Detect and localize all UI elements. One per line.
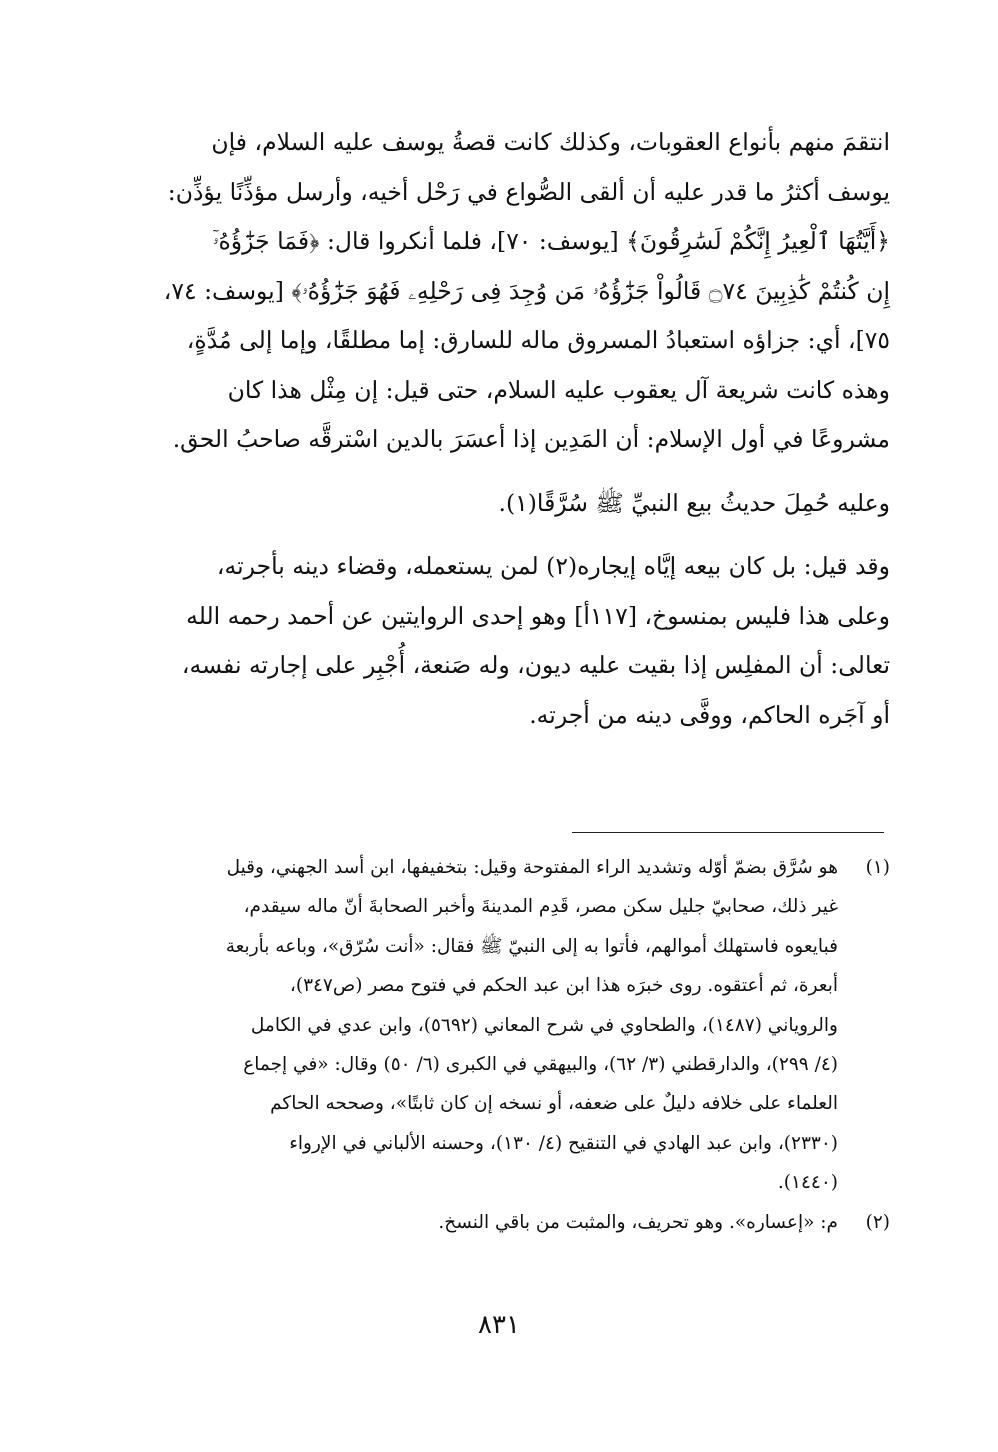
text-line: وقد قيل: بل كان بيعه إيَّاه إيجاره(٢) لمن يستعمله، وقضاء دينه بأجرته، — [216, 552, 890, 580]
text-line: ٧٥]، أي: جزاؤه استعبادُ المسروق ماله للسارق: إما مطلقًا، وإما إلى مُدَّةٍ، — [186, 326, 890, 354]
paragraph-2 — [100, 479, 890, 529]
footnote-2 — [100, 1203, 890, 1242]
footnote-line: فبايعوه فاستهلك أموالهم، فأتوا به إلى النبيّ ﷺ فقال: «أنت سُرّق»، وباعه بأربعة — [225, 935, 838, 957]
footnote-line: م: «إعساره». وهو تحريف، والمثبت من باقي النسخ. — [438, 1211, 838, 1233]
paragraph-1 — [100, 118, 890, 465]
footnote-line: أبعرة، ثم أعتقوه. روى خبرَه هذا ابن عبد الحكم في فتوح مصر (ص٣٤٧)، — [289, 975, 838, 997]
footnote-line: (٤/ ٢٩٩)، والدارقطني (٣/ ٦٢)، والبيهقي في الكبرى (٦/ ٥٠) وقال: «في إجماع — [243, 1054, 838, 1076]
footnote-line: (١٤٤٠). — [777, 1172, 838, 1194]
footnote-line: والروياني (١٤٨٧)، والطحاوي في شرح المعاني (٥٦٩٢)، وابن عدي في الكامل — [250, 1014, 838, 1036]
footnote-line: العلماء على خلافه دليلٌ على ضعفه، أو نسخه إن كان ثابتًا»، وصححه الحاكم — [270, 1093, 838, 1115]
footnote-number: (٢) — [865, 1211, 890, 1233]
footnote-number: (١) — [865, 857, 890, 878]
footnote-line: غير ذلك، صحابيّ جليل سكن مصر، قَدِم المدينةَ وأخبر الصحابةَ أنّ ماله سيقدم، — [243, 896, 838, 918]
footnote-line: هو سُرَّق بضمّ أوّله وتشديد الراء المفتوحة وقيل: بتخفيفها، ابن أسد الجهني، وقيل — [226, 857, 838, 878]
paragraph-3 — [100, 542, 890, 740]
text-line: انتقمَ منهم بأنواع العقوبات، وكذلك كانت قصةُ يوسف عليه السلام، فإن — [211, 128, 890, 156]
text-line: وعلى هذا فليس بمنسوخ، [١١٧أ] وهو إحدى الروايتين عن أحمد رحمه الله — [186, 601, 890, 630]
text-line: وهذه كانت شريعة آل يعقوب عليه السلام، حتى قيل: إن مِثْل هذا كان — [227, 375, 890, 404]
footnote-line: (٢٣٣٠)، وابن عبد الهادي في التنقيح (٤/ ١٣٠)، وحسنه الألباني في الإرواء — [289, 1132, 838, 1154]
text-line: تعالى: أن المفلِس إذا بقيت عليه ديون، وله صَنعة، أُجْبِر على إجارته نفسه، — [181, 651, 890, 679]
page-number: ٨٣١ — [478, 1310, 520, 1340]
quran-verse-line: ﴿أَيَّتُهَا ٱلْعِيرُ إِنَّكُمْ لَسَٰرِقُونَ﴾ [يوسف: ٧٠]، فلما أنكروا قال: ﴿فَمَا جَزَٰٓؤُهُۥٓ — [212, 227, 890, 255]
text-line: مشروعًا في أول الإسلام: أن المَدِين إذا أعسَرَ بالدين اسْترقَّه صاحبُ الحق. — [172, 425, 890, 453]
text-line: يوسف أكثرُ ما قدر عليه أن ألقى الصُّواع في رَحْل أخيه، وأرسل مؤذِّنًا يؤذِّن: — [167, 177, 890, 206]
main-text — [100, 118, 890, 740]
text-line: أو آجَره الحاكم، ووفَّى دينه من أجرته. — [529, 700, 890, 729]
quran-verse-line: إِن كُنتُمْ كَٰذِبِينَ ۝٧٤ قَالُواْ جَزَٰٓؤُهُۥ مَن وُجِدَ فِى رَحْلِهِۦ فَهُوَ جَزَٰٓؤُهُۥ﴾ [يوسف: ٧٤، — [163, 276, 890, 305]
footnote-divider — [572, 832, 884, 833]
footnote-1 — [100, 848, 890, 1203]
footnotes — [100, 848, 890, 1242]
text-line: وعليه حُمِلَ حديثُ بيع النبيِّ ﷺ سُرَّقًا(١). — [498, 488, 890, 517]
